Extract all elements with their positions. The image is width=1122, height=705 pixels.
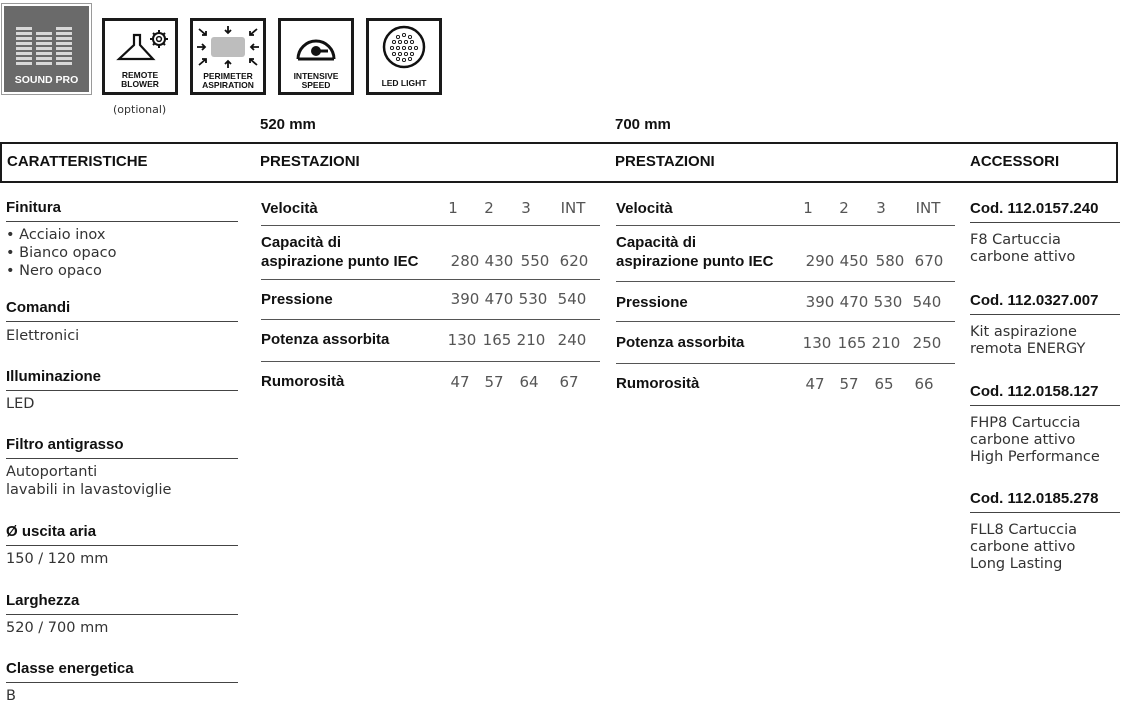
- sound-pro-caption: SOUND PRO: [14, 74, 79, 86]
- accessory-desc: [970, 522, 1077, 573]
- capacity-line1: Capacità di: [261, 234, 342, 251]
- label-pressure: Pressione: [616, 294, 688, 311]
- pressure-value: 530: [873, 293, 903, 311]
- row-divider: [616, 363, 955, 364]
- power-value: 130: [447, 331, 477, 349]
- label-speed: Velocità: [261, 200, 318, 217]
- perimeter-caption-line2: ASPIRATION: [202, 80, 254, 90]
- header-accessories: ACCESSORI: [970, 153, 1060, 170]
- feature-value-finish: [6, 226, 116, 280]
- sound-pro-badge: [1, 3, 91, 95]
- intensive-caption: [281, 72, 351, 90]
- row-divider: [261, 225, 600, 226]
- led-caption: LED LIGHT: [381, 78, 427, 88]
- accessory-code: Cod. 112.0157.240: [970, 200, 1120, 223]
- feature-title-filter: Filtro antigrasso: [6, 436, 238, 459]
- label-speed: Velocità: [616, 200, 673, 217]
- feature-value-width: 520 / 700 mm: [6, 620, 109, 636]
- capacity-value: 620: [559, 252, 589, 270]
- perimeter-arrows-icon: [193, 23, 263, 71]
- accessory-desc-line: Long Lasting: [970, 556, 1063, 572]
- pressure-value: 540: [557, 290, 587, 308]
- accessory-desc-line: High Performance: [970, 449, 1100, 465]
- feature-value-filter: [6, 463, 171, 499]
- label-capacity: [616, 233, 774, 271]
- row-divider: [616, 225, 955, 226]
- capacity-value: 290: [805, 252, 835, 270]
- row-divider: [616, 321, 955, 322]
- speed-3: 3: [876, 199, 886, 217]
- speed-3: 3: [521, 199, 531, 217]
- capacity-value: 450: [839, 252, 869, 270]
- accessory-desc-line: F8 Cartuccia: [970, 232, 1061, 248]
- feature-value-energy: B: [6, 688, 16, 704]
- accessory-desc-line: FHP8 Cartuccia: [970, 415, 1081, 431]
- speed-int: INT: [915, 199, 941, 217]
- capacity-value: 580: [875, 252, 905, 270]
- finish-item: • Bianco opaco: [6, 245, 117, 261]
- noise-value: 64: [519, 373, 539, 391]
- feature-title-outlet: Ø uscita aria: [6, 523, 238, 546]
- power-value: 210: [516, 331, 546, 349]
- feature-title-energy: Classe energetica: [6, 660, 238, 683]
- accessory-desc-line: carbone attivo: [970, 249, 1076, 265]
- remote-caption-line1: REMOTE: [121, 70, 159, 80]
- accessory-desc-line: Kit aspirazione: [970, 324, 1077, 340]
- row-divider: [261, 279, 600, 280]
- feature-title-controls: Comandi: [6, 299, 238, 322]
- accessory-desc-line: remota ENERGY: [970, 341, 1086, 357]
- finish-item: • Acciaio inox: [6, 227, 106, 243]
- noise-value: 47: [450, 373, 470, 391]
- power-value: 240: [557, 331, 587, 349]
- speed-int: INT: [560, 199, 586, 217]
- pressure-value: 470: [839, 293, 869, 311]
- remote-blower-caption: [105, 71, 175, 89]
- feature-value-controls: Elettronici: [6, 328, 80, 344]
- capacity-line2: aspirazione punto IEC: [616, 253, 774, 270]
- remote-blower-badge: [89, 3, 179, 95]
- hood-gear-icon: [107, 25, 177, 70]
- feature-title-lighting: Illuminazione: [6, 368, 238, 391]
- power-value: 130: [802, 334, 832, 352]
- size-label-520: 520 mm: [260, 116, 316, 133]
- label-power: Potenza assorbita: [261, 331, 390, 348]
- capacity-line1: Capacità di: [616, 234, 697, 251]
- capacity-value: 280: [450, 252, 480, 270]
- label-capacity: [261, 233, 419, 271]
- accessory-desc-line: FLL8 Cartuccia: [970, 522, 1078, 538]
- perimeter-caption: [193, 72, 263, 90]
- label-power: Potenza assorbita: [616, 334, 745, 351]
- accessory-desc-line: carbone attivo: [970, 539, 1076, 555]
- label-pressure: Pressione: [261, 291, 333, 308]
- intensive-speed-badge: [265, 3, 355, 95]
- row-divider: [261, 319, 600, 320]
- intensive-caption-line1: INTENSIVE: [293, 71, 339, 81]
- pressure-value: 390: [450, 290, 480, 308]
- capacity-value: 550: [520, 252, 550, 270]
- noise-value: 66: [914, 375, 934, 393]
- feature-title-finish: Finitura: [6, 199, 238, 222]
- led-dots-icon: [369, 23, 439, 73]
- feature-value-outlet: 150 / 120 mm: [6, 551, 109, 567]
- remote-caption-line2: BLOWER: [121, 79, 159, 89]
- speed-gauge-icon: [281, 23, 351, 71]
- noise-value: 57: [484, 373, 504, 391]
- accessory-desc: [970, 232, 1075, 266]
- row-divider: [616, 281, 955, 282]
- feature-value-lighting: LED: [6, 396, 35, 412]
- noise-value: 67: [559, 373, 579, 391]
- capacity-line2: aspirazione punto IEC: [261, 253, 419, 270]
- noise-value: 65: [874, 375, 894, 393]
- section-header-bar: [0, 142, 1118, 183]
- filter-line: Autoportanti: [6, 464, 98, 480]
- accessory-desc: [970, 324, 1085, 358]
- pressure-value: 470: [484, 290, 514, 308]
- led-light-badge: [353, 3, 443, 95]
- feature-title-width: Larghezza: [6, 592, 238, 615]
- perimeter-aspiration-badge: [177, 3, 267, 95]
- pressure-value: 390: [805, 293, 835, 311]
- power-value: 165: [837, 334, 867, 352]
- row-divider: [261, 361, 600, 362]
- header-performance-700: PRESTAZIONI: [615, 153, 715, 170]
- pressure-value: 540: [912, 293, 942, 311]
- accessory-code: Cod. 112.0185.278: [970, 490, 1120, 513]
- optional-note: (optional): [113, 103, 167, 116]
- noise-value: 57: [839, 375, 859, 393]
- filter-line: lavabili in lavastoviglie: [6, 482, 172, 498]
- power-value: 210: [871, 334, 901, 352]
- speed-1: 1: [803, 199, 813, 217]
- accessory-desc-line: carbone attivo: [970, 432, 1076, 448]
- capacity-value: 430: [484, 252, 514, 270]
- label-noise: Rumorosità: [261, 373, 345, 390]
- intensive-caption-line2: SPEED: [301, 80, 331, 90]
- speed-1: 1: [448, 199, 458, 217]
- header-characteristics: CARATTERISTICHE: [7, 153, 148, 170]
- accessory-desc: [970, 415, 1100, 466]
- power-value: 165: [482, 331, 512, 349]
- finish-item: • Nero opaco: [6, 263, 102, 279]
- accessory-code: Cod. 112.0327.007: [970, 292, 1120, 315]
- header-performance-520: PRESTAZIONI: [260, 153, 360, 170]
- capacity-value: 670: [914, 252, 944, 270]
- perimeter-caption-line1: PERIMETER: [203, 71, 253, 81]
- pressure-value: 530: [518, 290, 548, 308]
- accessory-code: Cod. 112.0158.127: [970, 383, 1120, 406]
- noise-value: 47: [805, 375, 825, 393]
- speed-2: 2: [839, 199, 849, 217]
- speed-2: 2: [484, 199, 494, 217]
- size-label-700: 700 mm: [615, 116, 671, 133]
- power-value: 250: [912, 334, 942, 352]
- label-noise: Rumorosità: [616, 375, 700, 392]
